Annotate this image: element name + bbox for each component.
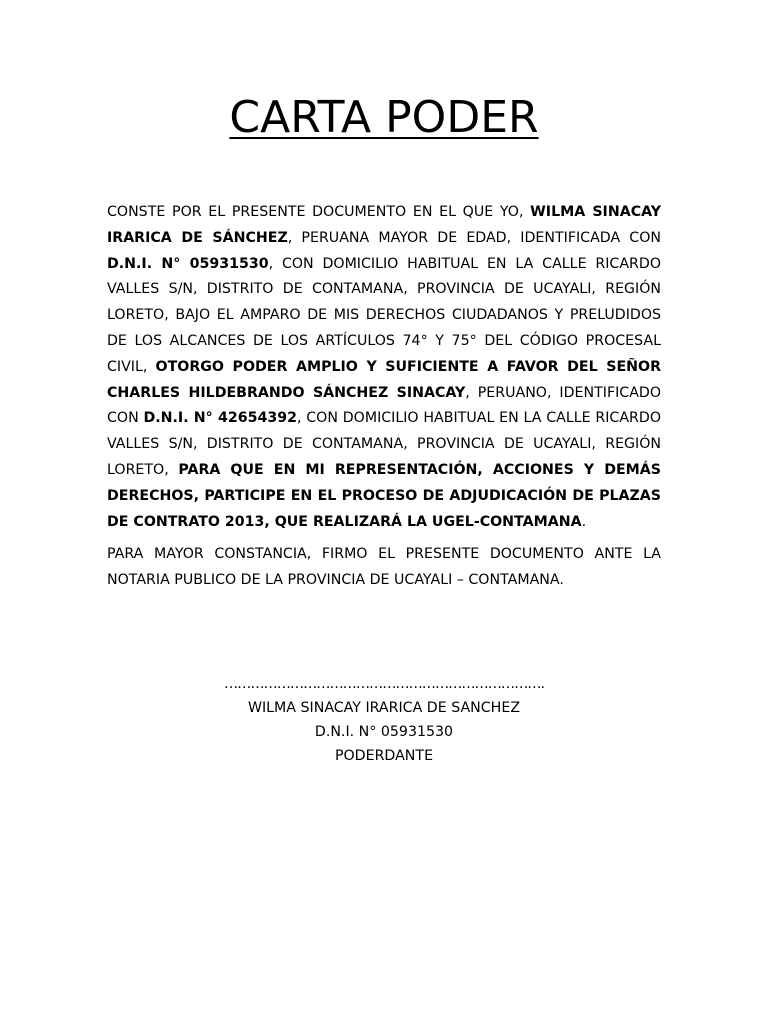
paragraph-segment: , CON DOMICILIO HABITUAL EN LA CALLE RICARDO VALLES S/N, DISTRITO DE CONTAMANA, PROVINCIA DE UCAYALI, REGIÓN LORETO, BAJO EL AMPARO DE MIS DERECHOS CIUDADANOS Y PRELUDIDOS DE LOS ALCANCES DE LOS ARTÍCULOS 74° Y 75° DEL CÓDIGO PROCESAL CIVIL, <box>107 255 661 375</box>
signer-dni: D.N.I. N° 05931530 <box>314 724 454 740</box>
signature-block <box>0 672 768 768</box>
purpose-clause: PARA QUE EN MI REPRESENTACIÓN, ACCIONES Y DEMÁS DERECHOS, PARTICIPE EN EL PROCESO DE ADJUDICACIÓN DE PLAZAS DE CONTRATO 2013, QUE REALIZARÁ LA UGEL-CONTAMANA <box>107 461 661 530</box>
paragraph-segment: CONSTE POR EL PRESENTE DOCUMENTO EN EL QUE YO, <box>107 204 531 220</box>
closing-paragraph: PARA MAYOR CONSTANCIA, FIRMO EL PRESENTE DOCUMENTO ANTE LA NOTARIA PUBLICO DE LA PROVINCIA DE UCAYALI – CONTAMANA. <box>107 546 661 588</box>
grantor-name: WILMA SINACAY IRARICA DE SÁNCHEZ <box>107 204 662 246</box>
paragraph-segment: , PERUANA MAYOR DE EDAD, IDENTIFICADA CON <box>287 229 661 246</box>
paragraph-segment: , PERUANO, IDENTIFICADO CON <box>107 384 661 427</box>
grantor-dni: D.N.I. N° 05931530 <box>107 255 269 272</box>
main-paragraph <box>107 200 661 535</box>
paragraph-segment: . <box>581 513 587 530</box>
power-grant-clause: OTORGO PODER AMPLIO Y SUFICIENTE A FAVOR DEL SEÑOR CHARLES HILDEBRANDO SÁNCHEZ SINACAY <box>107 358 661 401</box>
signature-line: ………………………………………………………………. <box>223 676 544 692</box>
signer-name: WILMA SINACAY IRARICA DE SANCHEZ <box>247 700 521 716</box>
document-title: CARTA PODER <box>229 92 539 143</box>
signer-role: PODERDANTE <box>334 748 434 764</box>
paragraph-segment: , CON DOMICILIO HABITUAL EN LA CALLE RICARDO VALLES S/N, DISTRITO DE CONTAMANA, PROVINCIA DE UCAYALI, REGIÓN LORETO, <box>107 410 661 478</box>
attorney-dni: D.N.I. N° 42654392 <box>143 410 297 427</box>
